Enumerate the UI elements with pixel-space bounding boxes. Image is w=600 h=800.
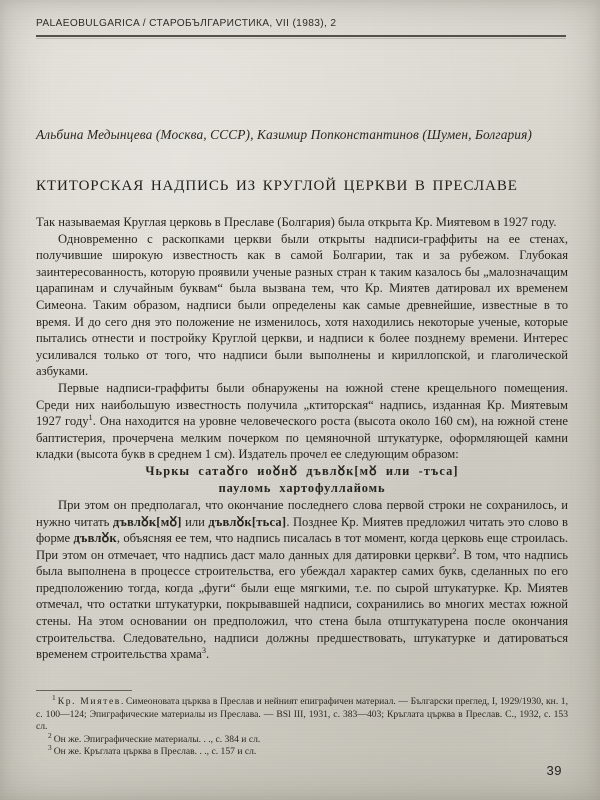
paragraph-1: Так называемая Круглая церковь в Преславе (Болгария) была открыта Кр. Миятевом в 1927 году. [36,215,557,229]
inscription-quote [36,463,568,497]
slavonic-variant-1: дъвлᲈк[мᲈ] [112,514,182,529]
slavonic-variant-2: дъвлᲈк[тьса] [208,514,287,529]
header-rule [36,35,566,37]
footnote-number: 1 [52,692,56,702]
footnote-item [36,730,568,747]
page-number: 39 [546,763,562,778]
authors-line: Альбина Медынцева (Москва, СССР), Казимир Попконстантинов (Шумен, Болгария) [36,127,532,142]
footnotes-block [36,692,568,759]
running-head: PALAEOBULGARICA / СТАРОБЪЛГАРИСТИКА, VII (1983), 2 [36,18,337,29]
footnote-ref-2[interactable]: 2 [452,546,457,556]
footnote-item [36,692,568,734]
footnote-separator-rule [36,690,132,691]
slavonic-form: дъвлᲈк [73,531,117,546]
footnote-number: 2 [48,730,52,740]
footnote-ref-1[interactable]: 1 [88,412,93,422]
paragraph-4: При этом он предполагал, что окончание последнего слова первой строки не сохранилось, и нужно читать дъвлᲈк[мᲈ] или дъвлᲈк[тьса]. Позднее Кр. Миятев предложил читать это слово в форме дъвлᲈк, объясняя ее тем, что надпись писалась в тот момент, когда церковь еще строилась. При этом он отмечает, что надпись даст мало данных для датировки церкви$^2$. В том, что надпись была выполнена в процессе строительства, его убеждал характер самих букв, сделанных по его предположению тогда, когда „фуги“ были еще мягкими, т.е. по сырой штукатурке. Кр. Миятев отмечал, что остатки штукатурки, покрывавшей надписи, сохранились во многих местах южной стены. На этом основании он предположил, что стена была отштукатурена после окончания строительства. Следовательно, надписи должны предшествовать, штукатурке и датироваться временем строительства храма$^3$. [36,497,569,662]
inscription-line-1: Чьркы сатаᲈго иоᲈнᲈ дъвлᲈк[мᲈ или -тъса] [145,463,459,478]
page-title: КТИТОРСКАЯ НАДПИСЬ ИЗ КРУГЛОЙ ЦЕРКВИ В ПРЕСЛАВЕ [36,178,518,194]
footnote-text: . Симеоновата църква в Преслав и нейният епиграфичен материал. — Български преглед, I, 1929/1930, кн. 1, с. 100—124; Эпиграфические материалы из Преслава. — BSl III, 1931, с. 383—403; Кръглата църква в Преслав. С., 1932, с. 153 сл. [36,696,568,733]
article-body [36,214,568,663]
footnote-author: Кр. Миятев [57,696,121,707]
paragraph-2: Одновременно с раскопками церкви были открыты надписи-граффиты на ее стенах, получившие широкую известность как в самой Болгарии, так и за рубежом. Глубокая заинтересованность, которую проявили ученые разных стран к таким казалось бы „малозначащим царапинам и случайным буквам“ была вызвана тем, что Кр. Миятев датировал их временем Симеона. Таким образом, надписи были определены как самые древнейшие, известные в то время. И до сего дня это положение не изменилось, хотя находились некоторые ученые, которые пытались отнести и постройку Круглой церкви, и надписи к более позднему времени. Интерес усиливался только от того, что надписи были выполнены и кириллопской, и глаголической азбуками. [36,231,568,379]
footnote-number: 3 [48,743,52,753]
footnote-item [36,743,568,759]
paragraph-3: Первые надписи-граффиты были обнаружены на южной стене крещельного помещения. Среди них наибольшую известность получила „ктиторская“ надпись, изданная Кр. Миятевым 1927 году$^1$. Она находится на уровне человеческого роста (высота около 160 см), на южной стене баптистерия, прочерчена мелким почерком по цемяночной штукатурке, оформляющей камни кладки (высота букв в среднем 1 см). Издатель прочел ее следующим образом: [36,380,568,462]
footnote-ref-3[interactable]: 3 [201,646,206,656]
footnote-text: Он же. Эпиграфические материалы. . ., с. 384 и сл. [53,733,261,745]
footnote-text: Он же. Кръглата църква в Преслав. . ., с. 157 и сл. [53,746,257,758]
inscription-line-2: пауломь хартофуллайомь [218,480,386,495]
